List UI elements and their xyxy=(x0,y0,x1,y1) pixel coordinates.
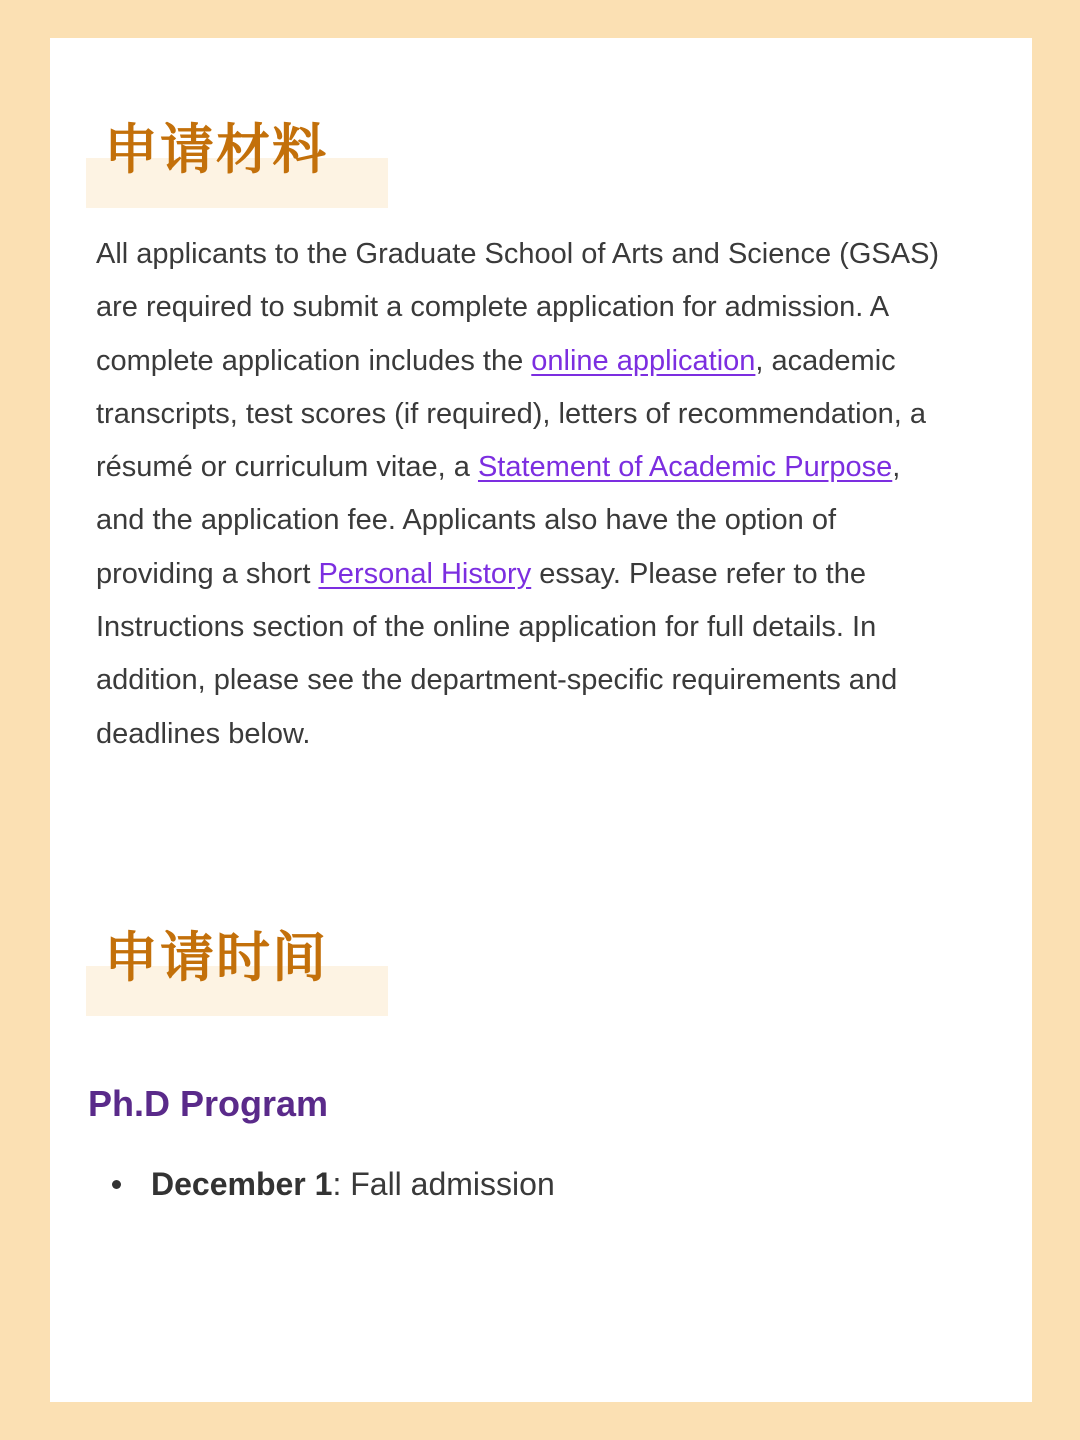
phd-program-title: Ph.D Program xyxy=(88,1083,329,1124)
personal-history-link[interactable]: Personal History xyxy=(318,557,532,590)
paragraph-text: , and the application fee. Applicants also have the option of providing a short xyxy=(96,451,901,590)
application-deadlines-title: 申请时间 xyxy=(104,926,328,989)
paragraph-text: , academic transcripts, test scores (if required), letters of recommendation, a résumé or curriculum vitae, a xyxy=(96,344,927,484)
bullet-icon xyxy=(112,1180,121,1189)
deadline-separator: : xyxy=(332,1166,351,1202)
application-materials-heading xyxy=(86,76,388,186)
application-deadlines-heading xyxy=(86,884,388,994)
paragraph-text: essay. Please refer to the Instructions section of the online application for full details. In addition, please see the department-specific requirements and deadlines below. xyxy=(96,557,898,750)
deadline-term: Fall admission xyxy=(350,1166,555,1202)
deadline-list xyxy=(112,1162,555,1206)
application-requirements-paragraph xyxy=(96,228,946,761)
deadline-date: December 1 xyxy=(151,1166,333,1202)
content-card xyxy=(50,38,1032,1402)
online-application-link[interactable]: online application xyxy=(531,344,756,377)
paragraph-text: All applicants to the Graduate School of Arts and Science (GSAS) are required to submit a complete application for admission. A complete application includes the xyxy=(96,238,940,377)
statement-of-academic-purpose-link[interactable]: Statement of Academic Purpose xyxy=(477,451,893,484)
application-materials-title: 申请材料 xyxy=(104,118,328,181)
list-item xyxy=(112,1162,555,1206)
